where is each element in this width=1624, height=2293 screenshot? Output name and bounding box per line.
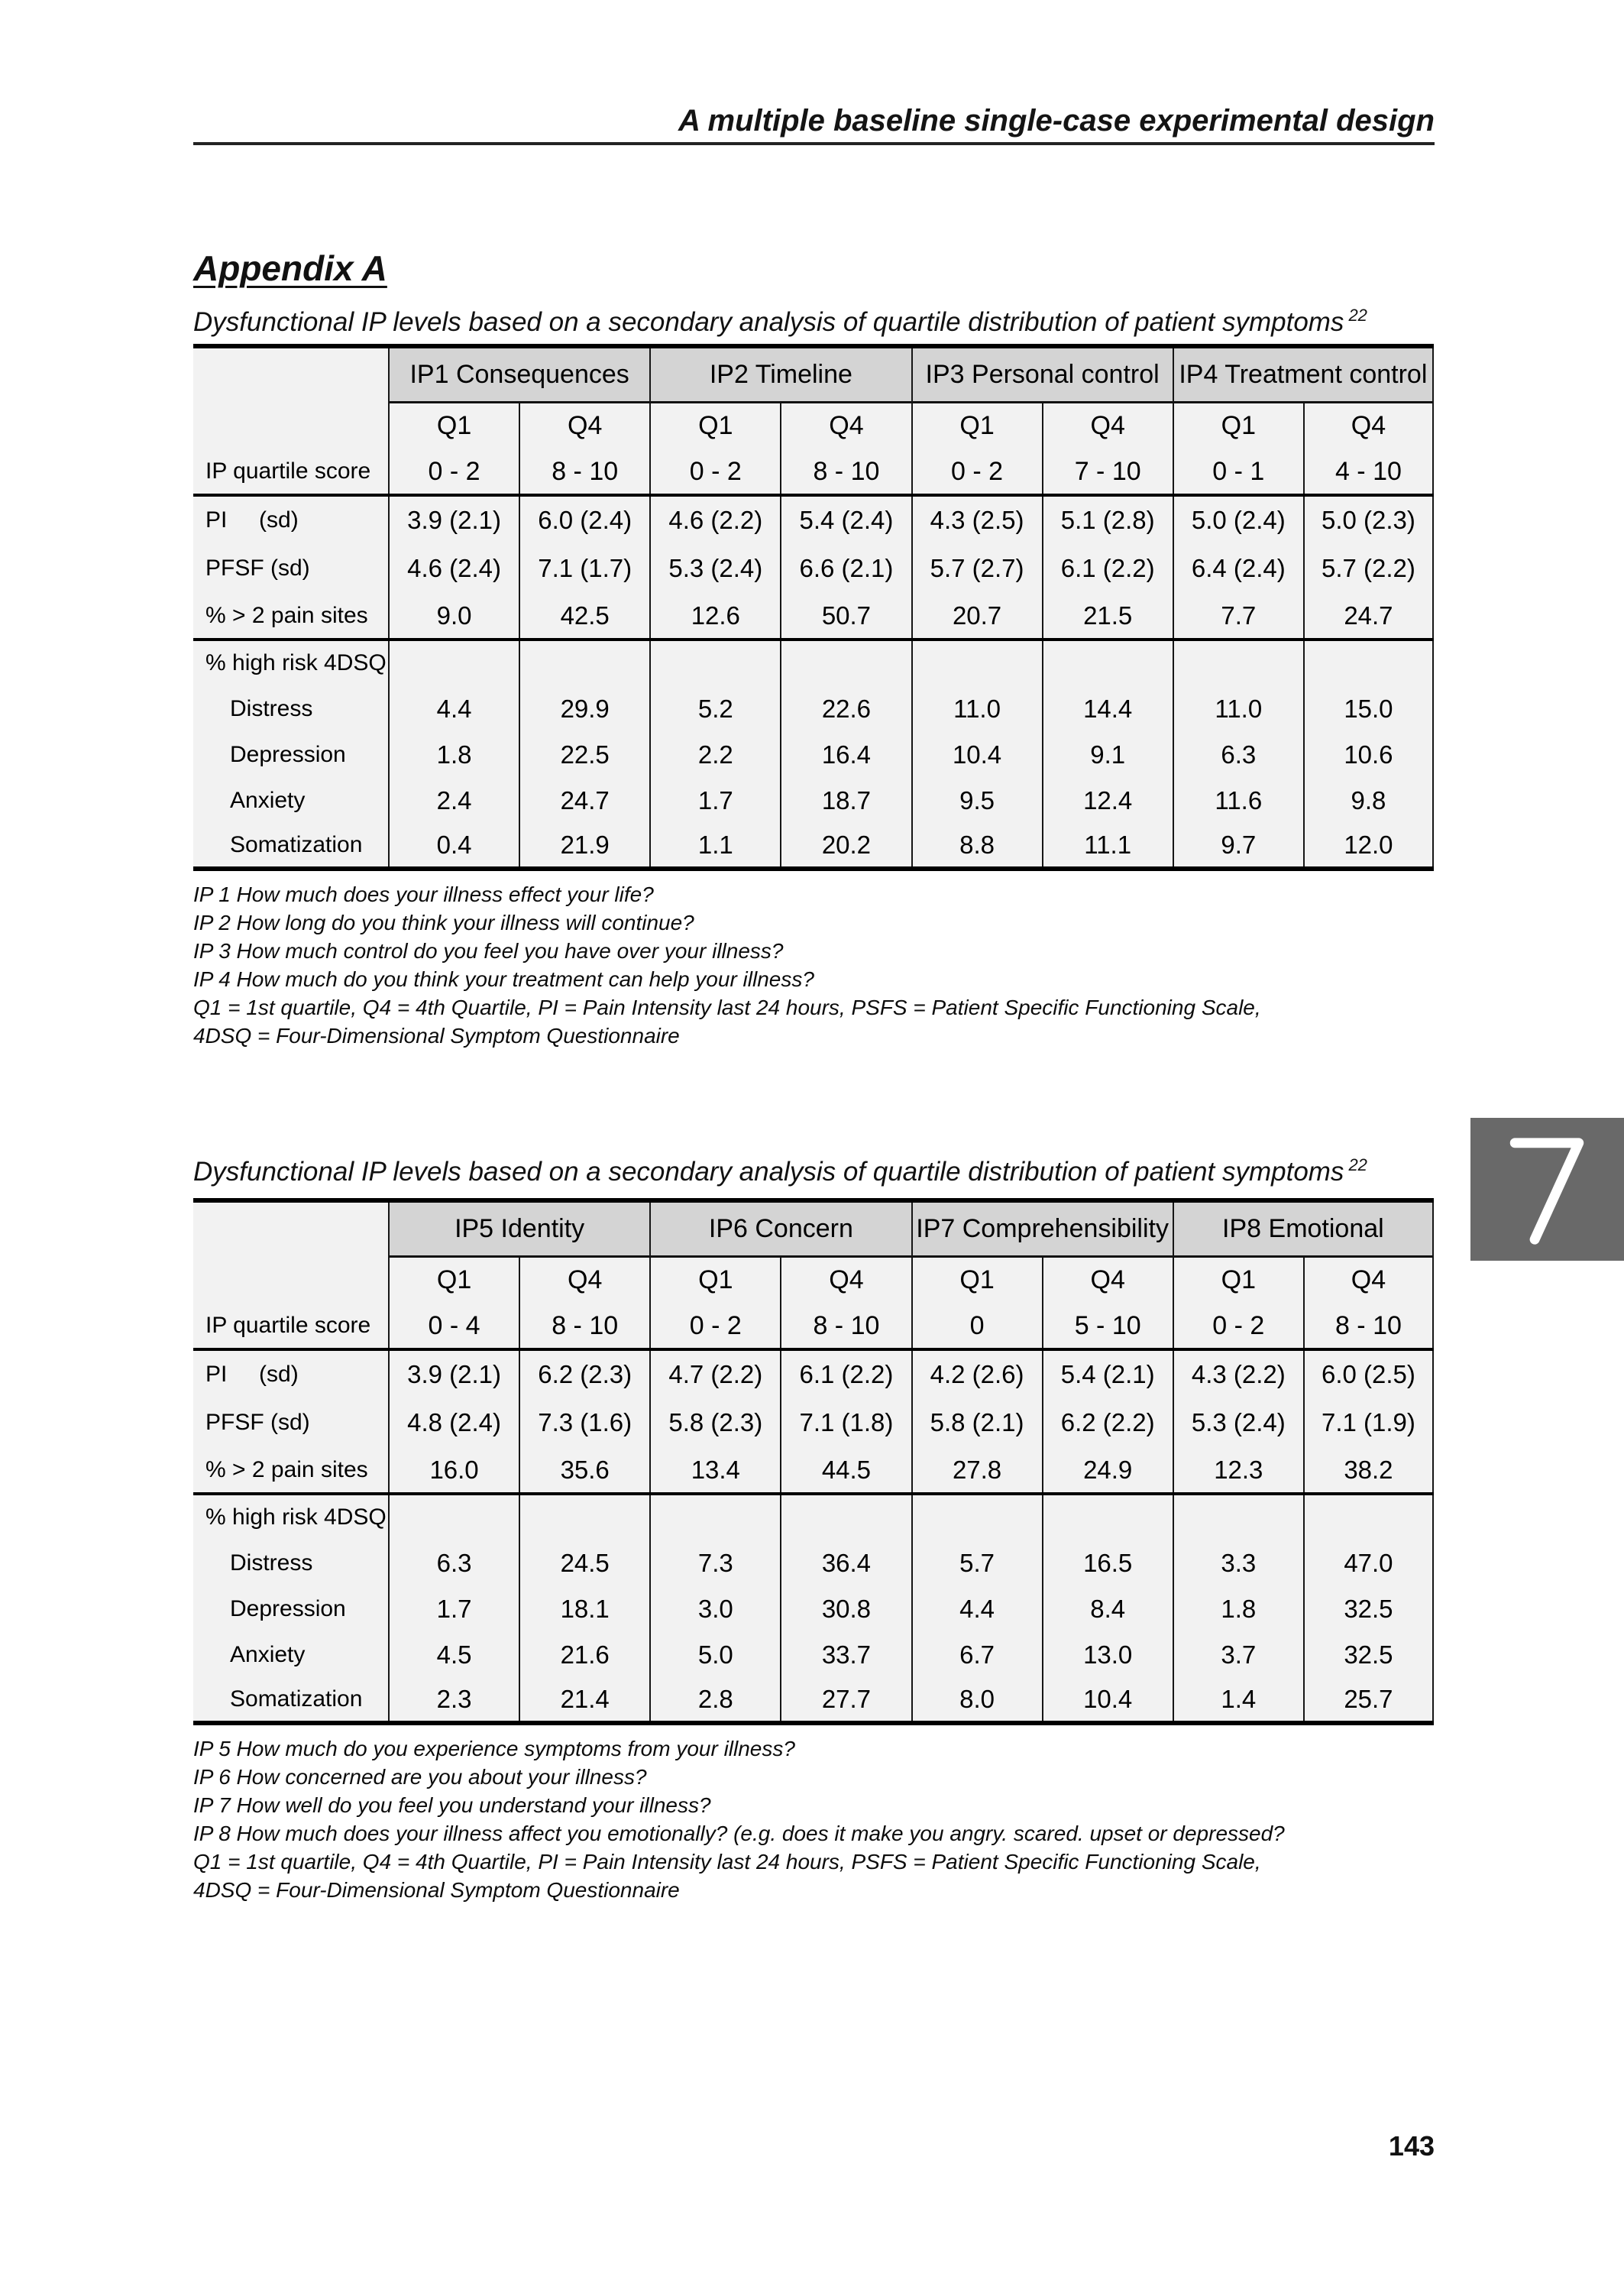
quartile-column-header: Q1 (649, 403, 780, 448)
symptom-quartile-table-2 (193, 1198, 1434, 1725)
table-cell: 36.4 (780, 1540, 911, 1586)
table-cell (1173, 1494, 1303, 1540)
table-cell: 42.5 (519, 592, 649, 640)
table-cell: 5.4 (2.4) (780, 495, 911, 545)
row-label: Anxiety (193, 1632, 388, 1678)
table-2-thick-divider-upper (193, 1348, 1434, 1351)
table-cell: 5.3 (2.4) (649, 545, 780, 592)
table-cell: 1.4 (1173, 1678, 1303, 1721)
quartile-score-value: 0 - 1 (1173, 448, 1303, 495)
table-cell: 20.7 (911, 592, 1042, 640)
table-cell: 22.5 (519, 732, 649, 778)
table-cell: 3.3 (1173, 1540, 1303, 1586)
table-cell: 10.4 (911, 732, 1042, 778)
table-cell: 24.5 (519, 1540, 649, 1586)
table-cell: 4.3 (2.5) (911, 495, 1042, 545)
quartile-score-value: 0 - 2 (388, 448, 519, 495)
table-cell: 15.0 (1303, 686, 1434, 732)
quartile-score-value: 8 - 10 (780, 448, 911, 495)
column-group-header: IP3 Personal control (911, 348, 1173, 403)
table-cell: 7.1 (1.9) (1303, 1399, 1434, 1446)
table-cell: 12.6 (649, 592, 780, 640)
table-cell: 6.0 (2.4) (519, 495, 649, 545)
table-1-title-text: Dysfunctional IP levels based on a secondary analysis of quartile distribution of patient symptoms (193, 307, 1344, 337)
table-cell: 16.5 (1042, 1540, 1173, 1586)
quartile-column-header: Q4 (519, 403, 649, 448)
row-label: % > 2 pain sites (193, 1446, 388, 1494)
footnote-line: IP 1 How much does your illness effect your life? (193, 883, 654, 906)
table-cell: 22.6 (780, 686, 911, 732)
appendix-heading: Appendix A (193, 248, 387, 288)
table-cell: 8.8 (911, 824, 1042, 866)
footnote-line: Q1 = 1st quartile, Q4 = 4th Quartile, PI = Pain Intensity last 24 hours, PSFS = Patient Specific Functioning Scale, (193, 996, 1261, 1019)
table-cell: 8.4 (1042, 1586, 1173, 1632)
table-cell: 1.7 (649, 778, 780, 824)
table-cell: 1.1 (649, 824, 780, 866)
quartile-column-header: Q4 (1042, 403, 1173, 448)
table-cell: 5.4 (2.1) (1042, 1349, 1173, 1399)
table-cell: 6.3 (1173, 732, 1303, 778)
table-cell: 8.0 (911, 1678, 1042, 1721)
column-group-header: IP7 Comprehensibility (911, 1203, 1173, 1258)
table-cell (519, 640, 649, 686)
quartile-score-value: 0 - 2 (911, 448, 1042, 495)
table-cell: 2.3 (388, 1678, 519, 1721)
quartile-score-value: 0 - 2 (649, 448, 780, 495)
table-corner-cell (193, 348, 388, 448)
table-cell (649, 1494, 780, 1540)
table-cell: 4.6 (2.2) (649, 495, 780, 545)
quartile-column-header: Q1 (649, 1258, 780, 1302)
footnote-line: Q1 = 1st quartile, Q4 = 4th Quartile, PI = Pain Intensity last 24 hours, PSFS = Patient Specific Functioning Scale, (193, 1850, 1261, 1874)
table-cell: 21.9 (519, 824, 649, 866)
table-cell: 7.1 (1.8) (780, 1399, 911, 1446)
table-cell: 3.0 (649, 1586, 780, 1632)
table-cell: 5.0 (2.3) (1303, 495, 1434, 545)
table-2-footnotes (193, 1734, 1435, 1904)
table-cell: 6.1 (2.2) (780, 1349, 911, 1399)
chapter-tab (1470, 1118, 1624, 1261)
table-cell (519, 1494, 649, 1540)
quartile-column-header: Q1 (911, 403, 1042, 448)
table-cell: 5.8 (2.3) (649, 1399, 780, 1446)
table-cell: 5.7 (2.2) (1303, 545, 1434, 592)
table-cell: 5.1 (2.8) (1042, 495, 1173, 545)
quartile-column-header: Q4 (1303, 1258, 1434, 1302)
table-cell: 24.7 (519, 778, 649, 824)
table-cell: 7.7 (1173, 592, 1303, 640)
quartile-column-header: Q1 (911, 1258, 1042, 1302)
row-label: Depression (193, 732, 388, 778)
table-cell (780, 640, 911, 686)
table-cell: 4.4 (911, 1586, 1042, 1632)
table-cell: 2.8 (649, 1678, 780, 1721)
table-cell: 44.5 (780, 1446, 911, 1494)
quartile-column-header: Q1 (1173, 403, 1303, 448)
table-1-title-superscript: 22 (1348, 306, 1367, 325)
table-cell: 24.9 (1042, 1446, 1173, 1494)
row-label: Depression (193, 1586, 388, 1632)
table-cell: 27.7 (780, 1678, 911, 1721)
table-cell: 47.0 (1303, 1540, 1434, 1586)
footnote-line: 4DSQ = Four-Dimensional Symptom Questionnaire (193, 1024, 680, 1048)
table-cell: 1.8 (1173, 1586, 1303, 1632)
table-cell: 21.4 (519, 1678, 649, 1721)
table-cell: 33.7 (780, 1632, 911, 1678)
table-cell: 4.3 (2.2) (1173, 1349, 1303, 1399)
row-label: % > 2 pain sites (193, 592, 388, 640)
table-cell: 0.4 (388, 824, 519, 866)
column-group-header: IP5 Identity (388, 1203, 649, 1258)
table-cell: 4.4 (388, 686, 519, 732)
table-cell: 9.5 (911, 778, 1042, 824)
column-group-header: IP8 Emotional (1173, 1203, 1434, 1258)
table-cell: 30.8 (780, 1586, 911, 1632)
quartile-score-value: 7 - 10 (1042, 448, 1173, 495)
table-cell (649, 640, 780, 686)
quartile-score-value: 8 - 10 (780, 1302, 911, 1349)
table-cell: 1.8 (388, 732, 519, 778)
row-label: PI (sd) (193, 495, 388, 545)
quartile-score-row-label: IP quartile score (193, 448, 388, 495)
quartile-column-header: Q1 (388, 1258, 519, 1302)
table-cell: 24.7 (1303, 592, 1434, 640)
table-cell: 5.0 (2.4) (1173, 495, 1303, 545)
running-header: A multiple baseline single-case experimental design (678, 104, 1435, 138)
quartile-column-header: Q1 (388, 403, 519, 448)
column-group-header: IP6 Concern (649, 1203, 911, 1258)
table-cell: 25.7 (1303, 1678, 1434, 1721)
table-cell: 32.5 (1303, 1632, 1434, 1678)
table-2-title (193, 1157, 1367, 1187)
table-cell: 1.7 (388, 1586, 519, 1632)
table-cell: 6.2 (2.3) (519, 1349, 649, 1399)
table-cell: 18.7 (780, 778, 911, 824)
table-cell: 11.1 (1042, 824, 1173, 866)
table-cell (911, 640, 1042, 686)
quartile-score-value: 8 - 10 (519, 1302, 649, 1349)
table-cell: 32.5 (1303, 1586, 1434, 1632)
table-cell: 12.4 (1042, 778, 1173, 824)
table-cell: 13.4 (649, 1446, 780, 1494)
table-cell: 6.2 (2.2) (1042, 1399, 1173, 1446)
table-cell: 7.1 (1.7) (519, 545, 649, 592)
table-cell: 5.7 (2.7) (911, 545, 1042, 592)
quartile-column-header: Q1 (1173, 1258, 1303, 1302)
table-cell: 9.7 (1173, 824, 1303, 866)
footnote-line: IP 8 How much does your illness affect you emotionally? (e.g. does it make you angry. scared. upset or depressed? (193, 1822, 1285, 1845)
table-cell: 6.6 (2.1) (780, 545, 911, 592)
table-cell: 5.3 (2.4) (1173, 1399, 1303, 1446)
quartile-score-value: 0 (911, 1302, 1042, 1349)
column-group-header: IP4 Treatment control (1173, 348, 1434, 403)
table-cell: 10.6 (1303, 732, 1434, 778)
table-cell: 5.8 (2.1) (911, 1399, 1042, 1446)
row-label: Distress (193, 1540, 388, 1586)
table-cell: 21.5 (1042, 592, 1173, 640)
table-2-title-superscript: 22 (1348, 1155, 1367, 1174)
table-1-title (193, 307, 1367, 338)
table-cell (1042, 1494, 1173, 1540)
table-cell: 10.4 (1042, 1678, 1173, 1721)
row-label: % high risk 4DSQ (193, 1494, 388, 1540)
table-cell: 6.7 (911, 1632, 1042, 1678)
table-cell: 4.7 (2.2) (649, 1349, 780, 1399)
table-cell: 4.2 (2.6) (911, 1349, 1042, 1399)
symptom-quartile-table-1 (193, 344, 1434, 871)
table-cell: 4.5 (388, 1632, 519, 1678)
table-cell: 50.7 (780, 592, 911, 640)
table-cell: 9.8 (1303, 778, 1434, 824)
table-cell: 11.0 (1173, 686, 1303, 732)
table-cell: 38.2 (1303, 1446, 1434, 1494)
quartile-column-header: Q4 (1303, 403, 1434, 448)
quartile-score-value: 5 - 10 (1042, 1302, 1173, 1349)
table-cell: 16.4 (780, 732, 911, 778)
table-cell: 21.6 (519, 1632, 649, 1678)
row-label: PFSF (sd) (193, 545, 388, 592)
quartile-column-header: Q4 (780, 403, 911, 448)
table-cell (911, 1494, 1042, 1540)
footnote-line: IP 7 How well do you feel you understand your illness? (193, 1793, 711, 1817)
quartile-score-value: 0 - 4 (388, 1302, 519, 1349)
table-cell: 6.1 (2.2) (1042, 545, 1173, 592)
table-cell: 14.4 (1042, 686, 1173, 732)
table-cell: 11.0 (911, 686, 1042, 732)
table-cell: 4.6 (2.4) (388, 545, 519, 592)
table-cell: 9.1 (1042, 732, 1173, 778)
quartile-score-value: 4 - 10 (1303, 448, 1434, 495)
header-rule (193, 142, 1435, 145)
table-cell: 9.0 (388, 592, 519, 640)
table-cell: 20.2 (780, 824, 911, 866)
column-group-header: IP1 Consequences (388, 348, 649, 403)
row-label: Somatization (193, 824, 388, 866)
table-corner-cell (193, 1203, 388, 1302)
table-2-thick-divider-lower (193, 1492, 1434, 1495)
row-label: PI (sd) (193, 1349, 388, 1399)
table-cell: 27.8 (911, 1446, 1042, 1494)
row-label: Distress (193, 686, 388, 732)
table-cell: 6.4 (2.4) (1173, 545, 1303, 592)
table-cell: 7.3 (1.6) (519, 1399, 649, 1446)
row-label: % high risk 4DSQ (193, 640, 388, 686)
table-cell: 12.3 (1173, 1446, 1303, 1494)
table-cell (780, 1494, 911, 1540)
table-cell: 29.9 (519, 686, 649, 732)
row-label: PFSF (sd) (193, 1399, 388, 1446)
table-cell: 5.7 (911, 1540, 1042, 1586)
footnote-line: IP 2 How long do you think your illness will continue? (193, 911, 694, 934)
quartile-column-header: Q4 (519, 1258, 649, 1302)
table-cell: 13.0 (1042, 1632, 1173, 1678)
row-label: Somatization (193, 1678, 388, 1721)
table-cell: 16.0 (388, 1446, 519, 1494)
footnote-line: IP 4 How much do you think your treatment can help your illness? (193, 967, 814, 991)
table-cell: 3.7 (1173, 1632, 1303, 1678)
chapter-numeral-7-icon (1470, 1118, 1624, 1261)
table-cell: 5.0 (649, 1632, 780, 1678)
table-2-title-text: Dysfunctional IP levels based on a secondary analysis of quartile distribution of patient symptoms (193, 1157, 1344, 1187)
table-cell: 6.3 (388, 1540, 519, 1586)
table-cell: 35.6 (519, 1446, 649, 1494)
table-cell: 12.0 (1303, 824, 1434, 866)
column-group-header: IP2 Timeline (649, 348, 911, 403)
table-cell: 7.3 (649, 1540, 780, 1586)
row-label: Anxiety (193, 778, 388, 824)
table-cell: 4.8 (2.4) (388, 1399, 519, 1446)
footnote-line: IP 3 How much control do you feel you have over your illness? (193, 939, 784, 963)
table-1-thick-divider-upper (193, 494, 1434, 497)
quartile-score-value: 8 - 10 (1303, 1302, 1434, 1349)
footnote-line: IP 5 How much do you experience symptoms from your illness? (193, 1737, 795, 1760)
table-cell (1173, 640, 1303, 686)
page-number: 143 (1388, 2130, 1435, 2162)
quartile-score-row-label: IP quartile score (193, 1302, 388, 1349)
table-cell: 2.4 (388, 778, 519, 824)
table-cell: 11.6 (1173, 778, 1303, 824)
table-cell (388, 1494, 519, 1540)
table-cell (1303, 1494, 1434, 1540)
table-cell (1042, 640, 1173, 686)
table-cell (1303, 640, 1434, 686)
table-cell: 6.0 (2.5) (1303, 1349, 1434, 1399)
quartile-score-value: 8 - 10 (519, 448, 649, 495)
table-cell: 5.2 (649, 686, 780, 732)
quartile-score-value: 0 - 2 (649, 1302, 780, 1349)
table-cell (388, 640, 519, 686)
table-cell: 3.9 (2.1) (388, 495, 519, 545)
table-cell: 18.1 (519, 1586, 649, 1632)
table-1-thick-divider-lower (193, 638, 1434, 641)
quartile-column-header: Q4 (1042, 1258, 1173, 1302)
quartile-score-value: 0 - 2 (1173, 1302, 1303, 1349)
table-cell: 3.9 (2.1) (388, 1349, 519, 1399)
table-1-footnotes (193, 880, 1435, 1050)
footnote-line: IP 6 How concerned are you about your illness? (193, 1765, 647, 1789)
footnote-line: 4DSQ = Four-Dimensional Symptom Questionnaire (193, 1878, 680, 1902)
table-cell: 2.2 (649, 732, 780, 778)
quartile-column-header: Q4 (780, 1258, 911, 1302)
